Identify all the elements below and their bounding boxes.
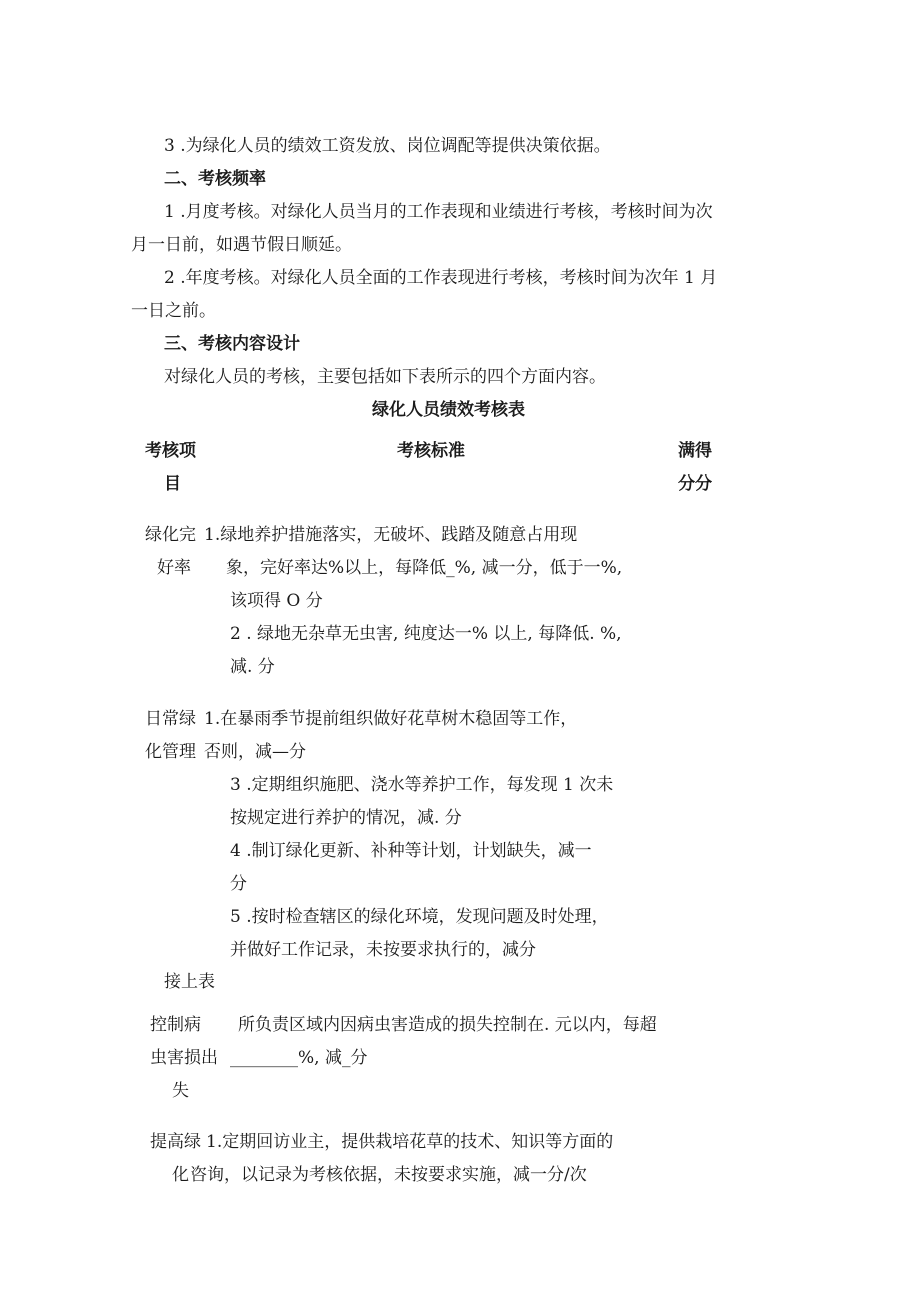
table-title: 绿化人员绩效考核表 [372,400,525,420]
row1-c1-line3: 该项得 O 分 [230,591,323,611]
intro-item-3: 3 .为绿化人员的绩效工资发放、岗位调配等提供决策依据。 [164,136,611,156]
row1-item-line2: 好率 [157,558,191,578]
row3-item-line3: 失 [172,1081,189,1101]
row2-c5-line1: 5 .按时检查辖区的绿化环境，发现问题及时处理， [230,907,609,927]
section-2-heading: 二、考核频率 [164,169,266,189]
row4-c-line2: 咨询，以记录为考核依据，未按要求实施，减一分/次 [190,1165,587,1185]
row1-c2-line1: 2 . 绿地无杂草无虫害, 纯度达一% 以上, 每降低. %, [230,624,622,644]
section-2-p1-line2: 月一日前，如遇节假日顺延。 [131,235,352,255]
header-score-line2: 分分 [678,474,712,494]
row2-c5-line2: 并做好工作记录，未按要求执行的，减分 [230,940,536,960]
header-item-line1: 考核项 [145,441,196,461]
row3-c-line2: ________%, 减_分 [230,1048,368,1068]
row2-item-line1: 日常绿 [145,709,196,729]
row2-c3-line2: 按规定进行养护的情况，减. 分 [230,808,462,828]
row1-c2-line2: 减. 分 [230,657,275,677]
row2-item-line2: 化管理 [145,742,196,762]
row1-c1-line1: 1.绿地养护措施落实，无破坏、践踏及随意占用现 [204,525,578,545]
row2-c1-line2: 否则，减—分 [204,742,306,762]
header-item-line2: 目 [164,474,181,494]
row2-c4-line1: 4 .制订绿化更新、补种等计划，计划缺失，减一 [230,841,592,861]
section-2-p2-line1: 2 .年度考核。对绿化人员全面的工作表现进行考核，考核时间为次年 1 月 [164,268,718,288]
section-3-heading: 三、考核内容设计 [164,334,300,354]
header-standard: 考核标准 [397,441,465,461]
section-2-p2-line2: 一日之前。 [131,301,216,321]
row2-c1-line1: 1.在暴雨季节提前组织做好花草树木稳固等工作， [204,709,578,729]
row1-item-line1: 绿化完 [145,525,196,545]
row2-c4-line2: 分 [230,874,247,894]
row3-item-line2: 虫害损出 [150,1048,218,1068]
row1-c1-line2: 象，完好率达%以上，每降低_%, 减一分，低于一%, [226,558,623,578]
row4-item-line1: 提高绿 [150,1132,201,1152]
table-continued-label: 接上表 [164,972,215,992]
section-2-p1-line1: 1 .月度考核。对绿化人员当月的工作表现和业绩进行考核，考核时间为次 [164,202,713,222]
row4-c-line1: 1.定期回访业主，提供栽培花草的技术、知识等方面的 [206,1132,614,1152]
row4-item-line2: 化 [172,1165,189,1185]
header-score-line1: 满得 [678,441,712,461]
section-3-intro: 对绿化人员的考核，主要包括如下表所示的四个方面内容。 [164,367,606,387]
row2-c3-line1: 3 .定期组织施肥、浇水等养护工作，每发现 1 次未 [230,775,614,795]
row3-item-line1: 控制病 [150,1015,201,1035]
row3-c-line1: 所负责区域内因病虫害造成的损失控制在. 元以内，每超 [238,1015,657,1035]
